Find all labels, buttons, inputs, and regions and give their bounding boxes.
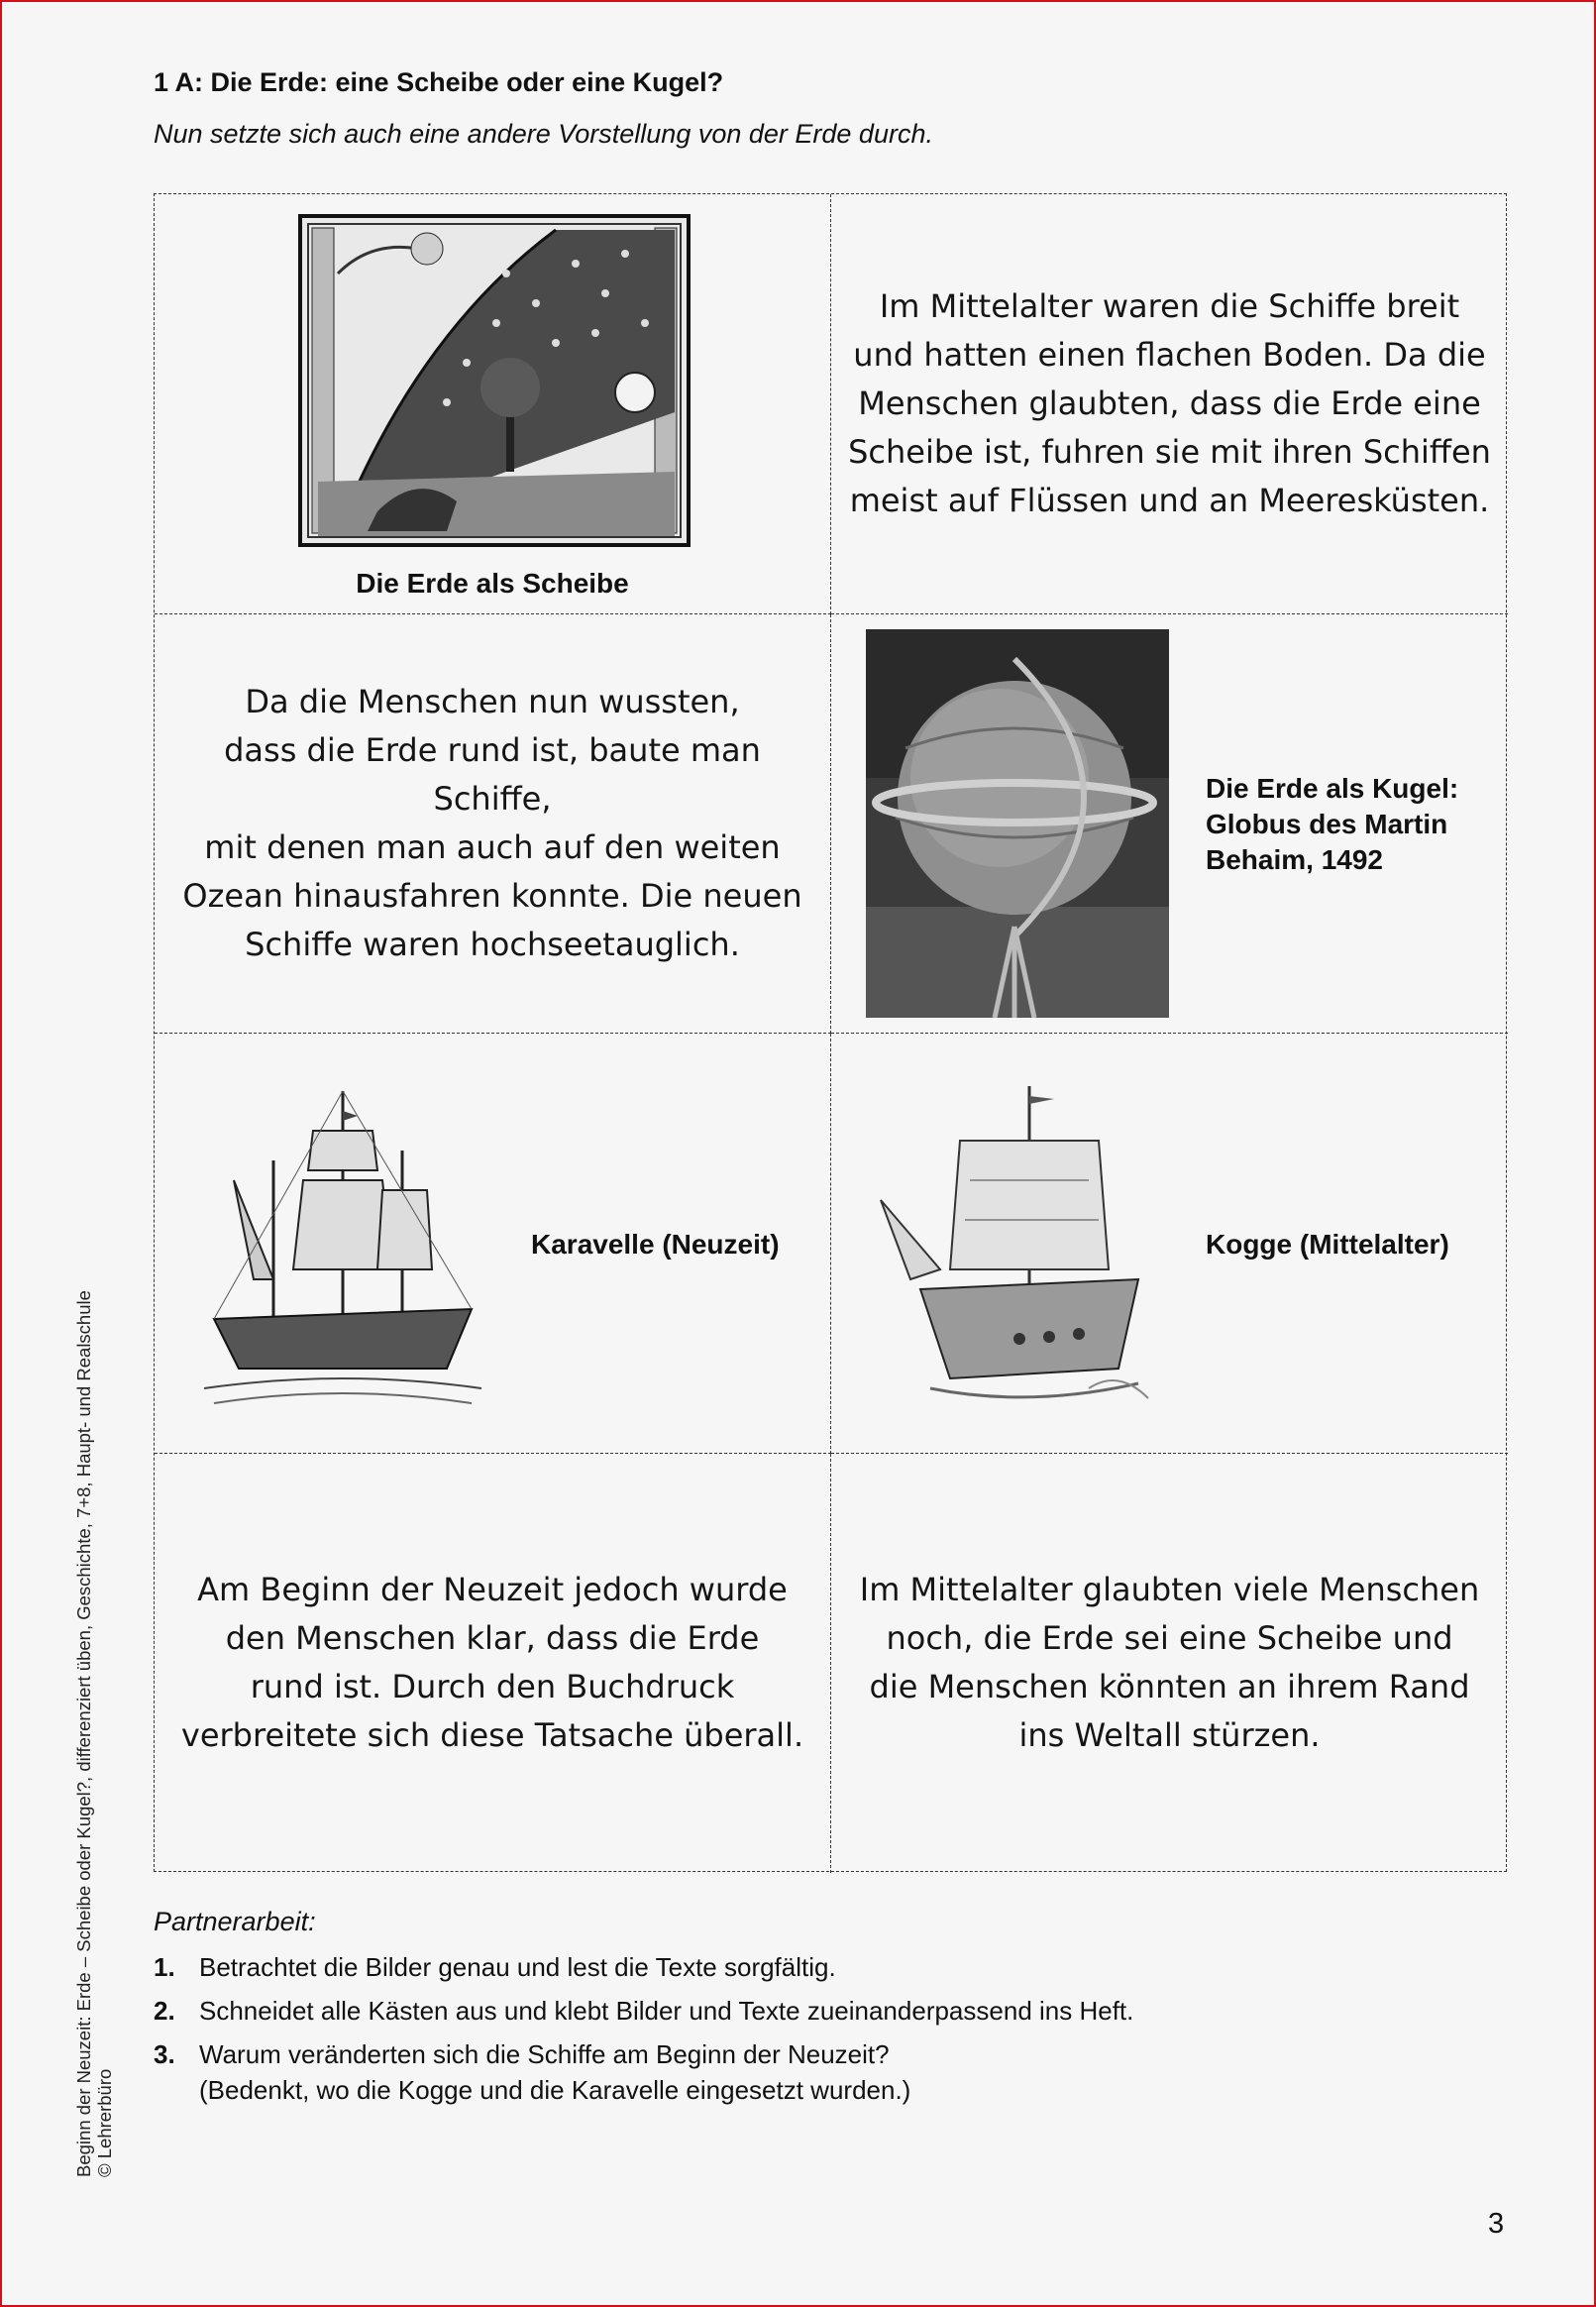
card-text: Im Mittelalter glaubten viele Menschen noch, die Erde sei eine Scheibe und die Menschen könnten an ihrem Rand ins Weltall stürzen. — [859, 1571, 1480, 1755]
card-text-modern-age — [155, 1454, 831, 1874]
tasks-heading: Partnerarbeit: — [154, 1907, 316, 1936]
task-item — [154, 1949, 1441, 1985]
cutout-grid — [154, 193, 1507, 1872]
caravel-ship-drawing — [194, 1071, 491, 1428]
task-item — [154, 1993, 1441, 2029]
card-text: Da die Menschen nun wussten, dass die Erde rund ist, baute man Schiffe, mit denen man auch auf den weiten Ozean hinausfahren konnte. Die neuen Schiffe waren hochseetauglich. — [182, 682, 802, 963]
behaim-globe-photo — [866, 629, 1169, 1018]
flammarion-engraving-image — [298, 214, 691, 547]
card-caravel — [155, 1034, 831, 1454]
card-text-medieval-ships — [831, 194, 1508, 614]
card-flat-earth — [155, 194, 831, 614]
side-credit — [73, 1290, 115, 2177]
task-number: 1. — [154, 1952, 175, 1982]
side-copyright: © Lehrerbüro — [94, 2068, 115, 2177]
task-text: Warum veränderten sich die Schiffe am Beginn der Neuzeit? (Bedenkt, wo die Kogge und die Karavelle eingesetzt wurden.) — [199, 2039, 911, 2105]
task-list — [154, 1949, 1441, 2116]
cog-ship-drawing — [871, 1071, 1168, 1428]
card-text: Am Beginn der Neuzeit jedoch wurde den Menschen klar, dass die Erde rund ist. Durch den Buchdruck verbreitete sich diese Tatsache überall. — [180, 1571, 804, 1755]
card-text-round-earth-ships — [155, 614, 831, 1035]
globe-caption: Die Erde als Kugel: Globus des Martin Behaim, 1492 — [1206, 772, 1459, 875]
card-cog — [831, 1034, 1508, 1454]
card-text: Im Mittelalter waren die Schiffe breit und hatten einen flachen Boden. Da die Menschen glaubten, dass die Erde eine Scheibe ist, fuhren sie mit ihren Schiffen meist auf Flüssen und an Meeresküsten. — [848, 286, 1491, 519]
task-text: Betrachtet die Bilder genau und lest die Texte sorgfältig. — [199, 1952, 836, 1982]
caravel-caption: Karavelle (Neuzeit) — [531, 1229, 780, 1260]
card-text-middle-ages-belief — [831, 1454, 1508, 1874]
task-number: 3. — [154, 2039, 175, 2069]
task-item — [154, 2036, 1441, 2108]
cog-caption: Kogge (Mittelalter) — [1206, 1229, 1449, 1260]
task-number: 2. — [154, 1996, 175, 2026]
page-subtitle: Nun setzte sich auch eine andere Vorstellung von der Erde durch. — [154, 119, 933, 149]
task-text: Schneidet alle Kästen aus und klebt Bilder und Texte zueinanderpassend ins Heft. — [199, 1996, 1134, 2026]
page-number: 3 — [1488, 2208, 1505, 2240]
flat-earth-caption: Die Erde als Scheibe — [356, 568, 629, 599]
side-credit-line: Beginn der Neuzeit: Erde – Scheibe oder Kugel?, differenziert üben, Geschichte, 7+8, Haupt- und Realschule — [73, 1290, 94, 2177]
card-globe — [831, 614, 1508, 1035]
page-title: 1 A: Die Erde: eine Scheibe oder eine Kugel? — [154, 67, 724, 97]
